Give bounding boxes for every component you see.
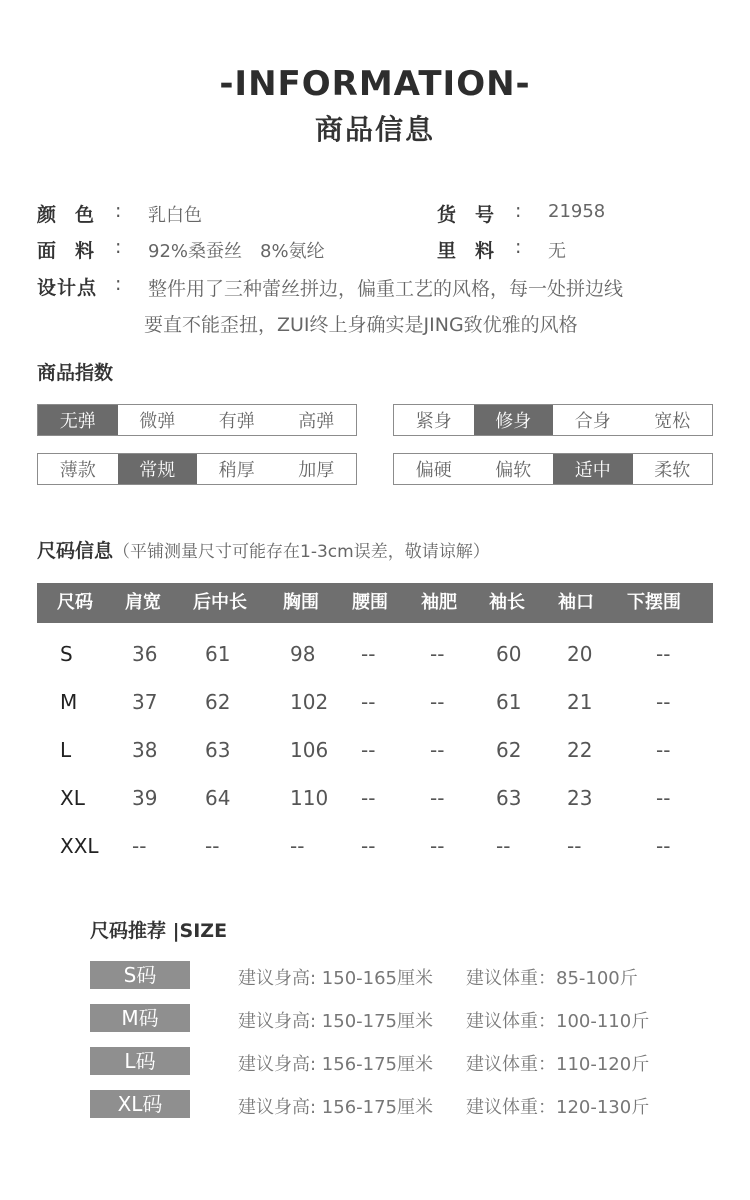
color-colon: : [115,200,122,222]
size-badge: S码 [90,961,190,989]
measure-cell: -- [656,834,671,858]
size-recommend-title: 尺码推荐 |SIZE [90,920,228,942]
design-line-1: 整件用了三种蕾丝拼边，偏重工艺的风格，每一处拼边线 [148,278,624,300]
fit-option: 宽松 [654,411,691,432]
elasticity-scale [37,404,357,436]
size-badge: XL码 [90,1090,190,1118]
measure-cell: -- [205,834,220,858]
measure-cell: -- [361,786,376,810]
measure-cell: 63 [205,738,231,762]
size-cell: L [60,738,72,762]
measure-cell: -- [430,834,445,858]
item-no-value: 21958 [548,201,606,222]
thickness-option: 稍厚 [218,460,255,481]
recommend-height: 建议身高: 156-175厘米 [238,1097,433,1118]
measure-cell: -- [430,642,445,666]
softness-scale [393,453,713,485]
title-chinese: 商品信息 [314,113,435,146]
measure-cell: -- [361,690,376,714]
index-title: 商品指数 [37,362,114,384]
item-no-label: 货 号 [437,204,495,226]
measure-cell: -- [361,738,376,762]
measure-cell: 61 [205,642,231,666]
lining-value: 无 [548,241,566,262]
recommend-weight: 建议体重：120-130斤 [466,1097,650,1118]
elasticity-option: 高弹 [298,411,335,432]
measure-cell: 110 [290,786,329,810]
col-header: 尺码 [57,592,93,613]
item-no-colon: : [515,200,522,222]
fit-scale [393,404,713,436]
measure-cell: 36 [132,642,158,666]
measure-cell: 98 [290,642,316,666]
measure-cell: -- [656,690,671,714]
size-cell: M [60,690,78,714]
col-header: 胸围 [283,592,319,613]
measure-cell: 37 [132,690,158,714]
col-header: 袖长 [489,592,525,613]
measure-cell: -- [430,738,445,762]
recommend-height: 建议身高: 150-175厘米 [238,1011,433,1032]
measure-cell: 38 [132,738,158,762]
color-label: 颜 色 [37,204,95,226]
fit-option-selected: 修身 [474,405,554,435]
softness-option: 偏硬 [415,460,452,481]
fit-option: 紧身 [415,411,452,432]
measure-cell: -- [361,642,376,666]
measure-cell: -- [567,834,582,858]
measure-cell: -- [430,690,445,714]
fit-option: 合身 [574,411,611,432]
lining-colon: : [515,236,522,258]
recommend-weight: 建议体重：85-100斤 [466,968,638,989]
size-cell: S [60,642,73,666]
measure-cell: -- [496,834,511,858]
measure-cell: -- [430,786,445,810]
col-header: 肩宽 [125,592,161,613]
measure-cell: 64 [205,786,231,810]
thickness-scale [37,453,357,485]
elasticity-option: 微弹 [139,411,176,432]
elasticity-option: 有弹 [218,411,255,432]
measure-cell: 102 [290,690,329,714]
fabric-colon: : [115,236,122,258]
measure-cell: 22 [567,738,593,762]
col-header: 袖口 [558,592,594,613]
measure-cell: 61 [496,690,522,714]
size-badge: L码 [90,1047,190,1075]
measure-cell: 39 [132,786,158,810]
col-header: 下摆围 [627,592,681,613]
measure-cell: 21 [567,690,593,714]
size-info-note: （平铺测量尺寸可能存在1-3cm误差，敬请谅解） [113,542,490,562]
design-colon: : [115,273,122,295]
col-header: 腰围 [352,592,388,613]
lining-label: 里 料 [437,240,495,262]
measure-cell: 63 [496,786,522,810]
measure-cell: 20 [567,642,593,666]
measure-cell: 23 [567,786,593,810]
softness-option: 偏软 [495,460,532,481]
measure-cell: 62 [496,738,522,762]
thickness-option-selected: 常规 [118,454,198,484]
measure-cell: -- [656,642,671,666]
design-line-2: 要直不能歪扭，ZUI终上身确实是JING致优雅的风格 [144,314,578,336]
recommend-height: 建议身高: 150-165厘米 [238,968,433,989]
col-header: 后中长 [193,592,247,613]
col-header: 袖肥 [421,592,457,613]
measure-cell: 106 [290,738,329,762]
measure-cell: 62 [205,690,231,714]
softness-option: 柔软 [654,460,691,481]
measure-cell: -- [361,834,376,858]
fabric-label: 面 料 [37,240,95,262]
fabric-value: 92%桑蚕丝 8%氨纶 [148,241,325,262]
size-badge: M码 [90,1004,190,1032]
title-english: -INFORMATION- [219,64,531,104]
measure-cell: -- [656,786,671,810]
thickness-option: 加厚 [298,460,335,481]
color-value: 乳白色 [148,205,202,226]
size-info-heading [37,536,490,563]
design-label: 设计点 [37,277,98,299]
measure-cell: 60 [496,642,522,666]
softness-option-selected: 适中 [553,454,633,484]
size-table-header [37,583,713,623]
size-info-title: 尺码信息 [37,540,114,562]
recommend-weight: 建议体重：100-110斤 [466,1011,650,1032]
measure-cell: -- [656,738,671,762]
size-cell: XL [60,786,85,810]
measure-cell: -- [132,834,147,858]
thickness-option: 薄款 [59,460,96,481]
elasticity-option-selected: 无弹 [38,405,118,435]
size-cell: XXL [60,834,99,858]
recommend-weight: 建议体重：110-120斤 [466,1054,650,1075]
recommend-height: 建议身高: 156-175厘米 [238,1054,433,1075]
measure-cell: -- [290,834,305,858]
